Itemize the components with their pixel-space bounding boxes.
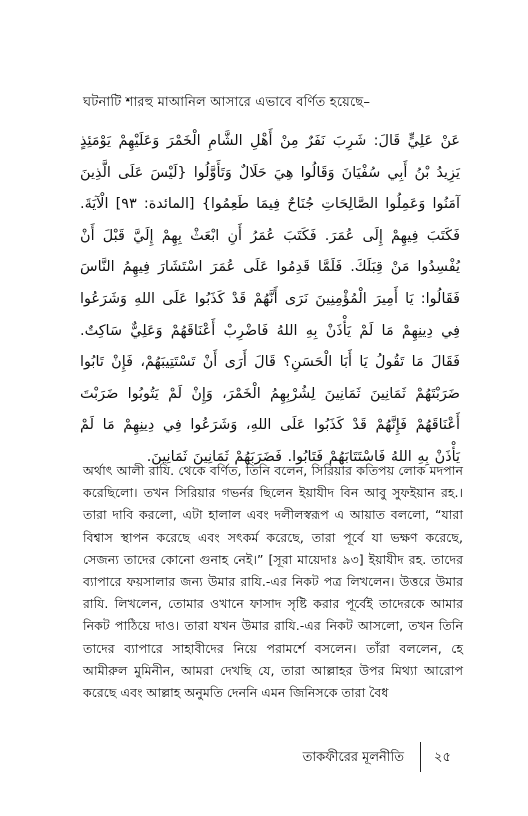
- bengali-translation-paragraph: অর্থাৎ আলী রাযি. থেকে বর্ণিত, তিনি বলেন, সিরিয়ার কতিপয় লোক মদপান করেছিলো। তখন সিরিয়ার গভর্নর ছিলেন ইয়াযীদ বিন আবু সুফইয়ান রহ.। তারা দাবি করলো, এটা হালাল এবং দলীলস্বরূপ এ আয়াত বললো, “যারা বিশ্বাস স্থাপন করেছে এবং সৎকর্ম করেছে, তারা পূর্বে যা ভক্ষণ করেছে, সেজন্য তাদের কোনো গুনাহ নেই।” [সূরা মায়েদাঃ ৯৩] ইয়াযীদ রহ. তাদের ব্যাপারে ফয়সালার জন্য উমার রাযি.-এর নিকট পত্র লিখলেন। উত্তরে উমার রাযি. লিখলেন, তোমার ওখানে ফাসাদ সৃষ্টি করার পূর্বেই তাদেরকে আমার নিকট পাঠিয়ে দাও। তারা যখন উমার রাযি.-এর নিকট আসলো, তখন তিনি তাদের ব্যাপারে সাহাবীদের নিয়ে পরামর্শে বসলেন। তাঁরা বললেন, হে আমীরুল মুমিনীন, আমরা দেখছি যে, তারা আল্লাহর উপর মিথ্যা আরোপ করেছে এবং আল্লাহ অনুমতি দেননি এমন জিনিসকে তারা বৈধ: [83, 463, 463, 701]
- footer-divider: [420, 742, 421, 772]
- page-number: ২৫: [434, 750, 451, 765]
- intro-line: ঘটনাটি শারহু মাআনিল আসারে এভাবে বর্ণিত হয়েছে–: [83, 95, 371, 110]
- arabic-hadith-text: عَنْ عَلِيٍّ قَالَ: شَرِبَ نَفَرٌ مِنْ أَهْلِ الشَّامِ الْخَمْرَ وَعَلَيْهِمْ يَوْمَئِذٍ يَزِيدُ بْنُ أَبِي سُفْيَانَ وَقَالُوا هِيَ حَلَالٌ وَتَأَوَّلُوا {لَيْسَ عَلَى الَّذِينَ آمَنُوا وَعَمِلُوا الصَّالِحَاتِ جُنَاحٌ فِيمَا طَعِمُوا} [المائدة: ٩٣] الْآيَةَ. فَكَتَبَ فِيهِمْ إِلَى عُمَرَ. فَكَتَبَ عُمَرُ أَنِ ابْعَثْ بِهِمْ إِلَيَّ قَبْلَ أَنْ يُفْسِدُوا مَنْ قِبَلَكَ. فَلَمَّا قَدِمُوا عَلَى عُمَرَ اسْتَشَارَ فِيهِمُ النَّاسَ فَقَالُوا: يَا أَمِيرَ الْمُؤْمِنِينَ نَرَى أَنَّهُمْ قَدْ كَذَبُوا عَلَى اللهِ وَشَرَعُوا فِي دِينِهِمْ مَا لَمْ يَأْذَنْ بِهِ اللهُ فَاضْرِبْ أَعْنَاقَهُمْ وَعَلِيٌّ سَاكِتٌ. فَقَالَ مَا تَقُولُ يَا أَبَا الْحَسَنِ؟ قَالَ أَرَى أَنْ تَسْتَتِيبَهُمْ، فَإِنْ تَابُوا ضَرَبْتَهُمْ ثَمَانِينَ ثَمَانِينَ لِشُرْبِهِمُ الْخَمْرَ، وَإِنْ لَمْ يَتُوبُوا ضَرَبْتَ أَعْنَاقَهُمْ فَإِنَّهُمْ قَدْ كَذَبُوا عَلَى اللهِ، وَشَرَعُوا فِي دِينِهِمْ مَا لَمْ يَأْذَنْ بِهِ اللهُ فَاسْتَتَابَهُمْ فَتَابُوا. فَضَرَبَهُمْ ثَمَانِينَ ثَمَانِينَ.: [80, 133, 460, 465]
- running-title: তাকফীরের মূলনীতি: [302, 750, 404, 765]
- page-footer: [0, 742, 528, 772]
